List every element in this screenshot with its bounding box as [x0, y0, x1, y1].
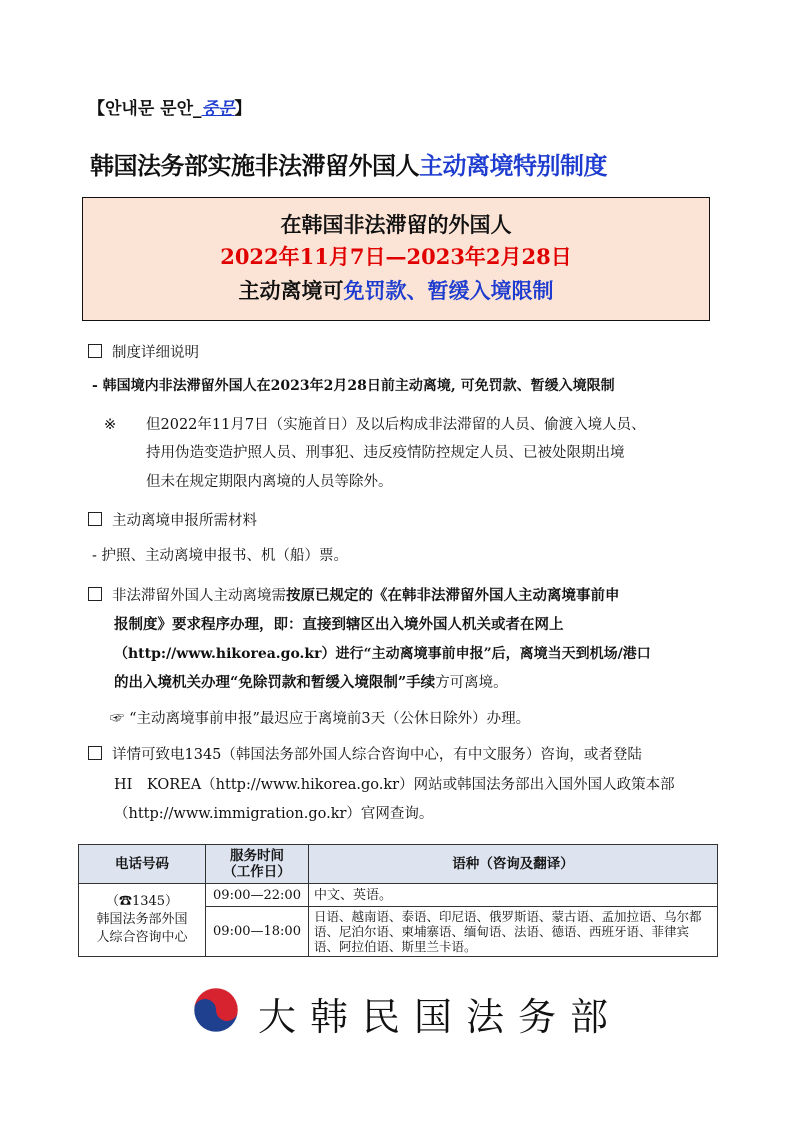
section-3-line3: （http://www.hikorea.go.kr）进行“主动离境事前申报”后，离境当天到机场/港口 [114, 646, 651, 662]
document-tag [88, 94, 251, 119]
checkbox-square-icon [88, 512, 102, 526]
banner-line1: 在韩国非法滞留的外国人 [280, 213, 512, 237]
section-1-note-line2: 持用伪造变造护照人员、刑事犯、违反疫情防控规定人员、已被处限期出境 [146, 445, 625, 461]
tag-open: 【안내문 문안_ [88, 99, 202, 119]
table-header-hours: 服务时间 （工作日） [206, 845, 309, 884]
government-emblem-icon [192, 986, 240, 1034]
section-4-line2: HI KOREA（http://www.hikorea.go.kr）网站或韩国法务部出入国外国人政策本部 [114, 777, 675, 793]
banner-date-range: 2022年11月7日—2023年2月28日 [220, 244, 572, 269]
section-3-line4: 的出入境机关办理“免除罚款和暂缓入境限制”手续方可离境。 [114, 674, 508, 691]
banner-line3 [83, 274, 709, 308]
section-2-materials: - 护照、主动离境申报书、机（船）票。 [92, 548, 349, 564]
notice-banner [82, 197, 710, 321]
table-cell-languages: 中文、英语。 [309, 884, 718, 907]
tag-language: 중문 [201, 99, 235, 119]
checkbox-square-icon [88, 746, 102, 760]
table-header-phone: 电话号码 [79, 845, 206, 884]
section-4-line3: （http://www.immigration.go.kr）官网查询。 [114, 806, 434, 822]
banner-line3-a: 主动离境可 [238, 279, 344, 303]
section-1-heading: 制度详细说明 [88, 340, 199, 366]
table-cell-hours: 09:00—18:00 [206, 907, 309, 957]
checkbox-square-icon [88, 344, 102, 358]
table-row [79, 884, 718, 907]
table-cell-phone: （☎1345） 韩国法务部外国 人综合咨询中心 [79, 884, 206, 957]
title-main: 韩国法务部实施非法滞留外国人 [90, 152, 419, 180]
section-3-line1: 非法滞留外国人主动离境需按原已规定的《在韩非法滞留外国人主动离境事前申 [88, 583, 620, 609]
section-2-heading: 主动离境申报所需材料 [88, 508, 257, 534]
banner-line3-b: 免罚款、暂缓入境限制 [343, 279, 554, 303]
table-header-row [79, 845, 718, 884]
section-1-note-line1: 但2022年11月7日（实施首日）及以后构成非法滞留的人员、偷渡入境人员、 [146, 417, 646, 433]
section-4-line1: 详情可致电1345（韩国法务部外国人综合咨询中心，有中文服务）咨询，或者登陆 [88, 742, 642, 768]
section-1-note-line3: 但未在规定期限内离境的人员等除外。 [146, 474, 393, 490]
ministry-name: 大韩民国法务部 [258, 995, 623, 1039]
tag-close: 】 [234, 99, 252, 119]
service-table [78, 844, 718, 957]
section-1-summary: - 韩国境内非法滞留外国人在2023年2月28日前主动离境, 可免罚款、暂缓入境限制 [92, 378, 615, 394]
page-title [90, 146, 607, 181]
table-header-languages: 语种（咨询及翻译） [309, 845, 718, 884]
note-mark: ※ [104, 417, 117, 433]
title-highlight: 主动离境特别制度 [419, 152, 607, 180]
table-cell-languages: 日语、越南语、泰语、印尼语、俄罗斯语、蒙古语、孟加拉语、乌尔都语、尼泊尔语、柬埔寨语、缅甸语、法语、德语、西班牙语、菲律宾语、阿拉伯语、斯里兰卡语。 [309, 907, 718, 957]
checkbox-square-icon [88, 587, 102, 601]
table-cell-hours: 09:00—22:00 [206, 884, 309, 907]
section-3-line2: 报制度》要求程序办理，即：直接到辖区出入境外国人机关或者在网上 [114, 616, 564, 633]
section-3-note: ☞ “主动离境事前申报”最迟应于离境前3天（公休日除外）办理。 [110, 711, 531, 727]
